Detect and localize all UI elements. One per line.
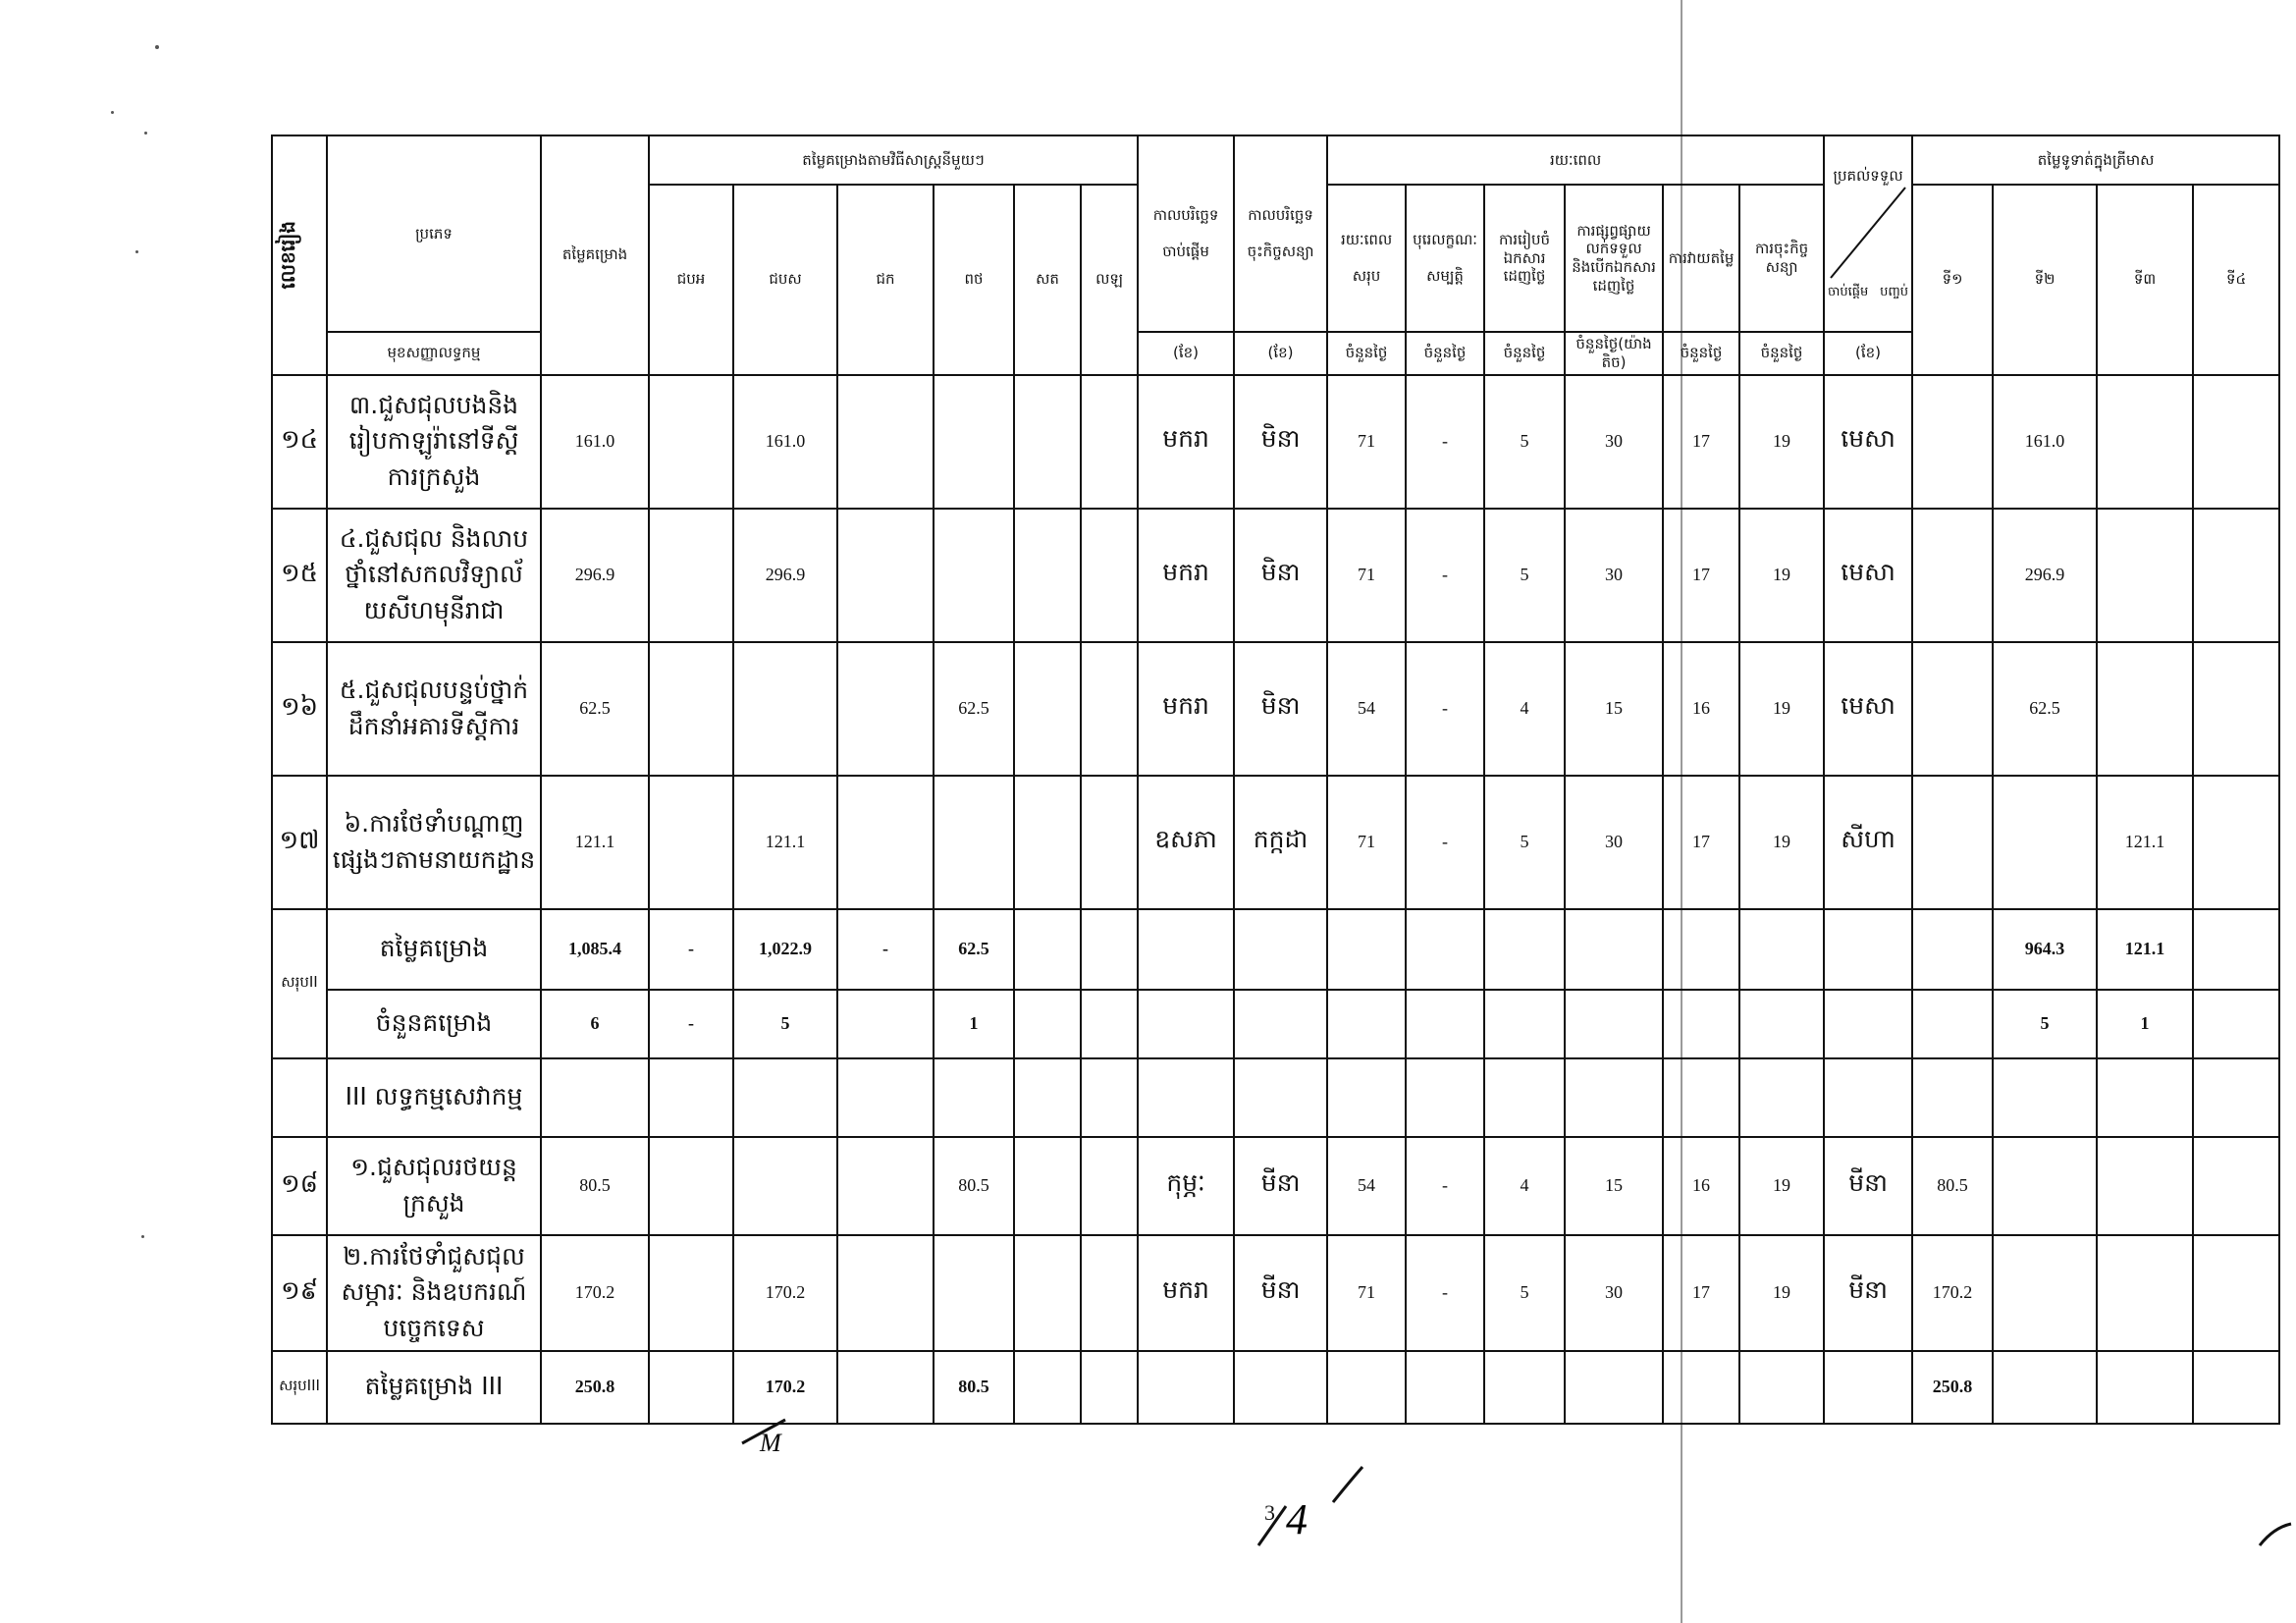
row-quarter-4 — [2193, 776, 2279, 909]
row-funding — [837, 642, 934, 776]
page-number-fraction — [1247, 1463, 1374, 1551]
row-duration-prep: 4 — [1484, 1137, 1565, 1235]
header-unit-month: (ខែ) — [1138, 332, 1234, 375]
row-quarter-3 — [2097, 642, 2193, 776]
row-duration-publish: 30 — [1565, 1235, 1663, 1351]
empty-cell — [1565, 909, 1663, 990]
header-duration-prequal: បុរេលក្ខណៈ សម្បត្តិ — [1406, 185, 1484, 332]
row-contract-month: មិនា — [1234, 509, 1327, 642]
row-funding — [733, 1137, 837, 1235]
row-delivery-month: មីនា — [1824, 1137, 1912, 1235]
row-duration-prep: 5 — [1484, 375, 1565, 509]
row-start-month: មករា — [1138, 375, 1234, 509]
subtotal-count-funding — [1014, 990, 1081, 1058]
row-funding — [649, 1235, 733, 1351]
header-unit-days: ចំនួនថ្ងៃ — [1484, 332, 1565, 375]
row-duration-prequal: - — [1406, 776, 1484, 909]
row-funding — [1014, 1235, 1081, 1351]
row-funding — [934, 1235, 1014, 1351]
subtotal-count-label: ចំនួនគម្រោង — [327, 990, 541, 1058]
row-duration-publish: 15 — [1565, 642, 1663, 776]
empty-cell — [1739, 1351, 1824, 1424]
empty-cell — [1824, 1351, 1912, 1424]
empty-cell — [1824, 909, 1912, 990]
row-funding — [837, 1235, 934, 1351]
row-funding: 161.0 — [733, 375, 837, 509]
header-unit-days: ចំនួនថ្ងៃ — [1327, 332, 1406, 375]
subtotal-cost-label: តម្លៃគម្រោង — [327, 909, 541, 990]
empty-cell — [1138, 1351, 1234, 1424]
row-funding — [733, 642, 837, 776]
header-funding-col: ជបស — [733, 185, 837, 375]
row-funding — [649, 776, 733, 909]
empty-cell — [1484, 990, 1565, 1058]
row-contract-month: កក្កដា — [1234, 776, 1327, 909]
row-quarter-2: 161.0 — [1993, 375, 2097, 509]
table-row — [272, 509, 2279, 642]
table-row — [272, 375, 2279, 509]
header-number: លេខរៀង — [272, 135, 327, 375]
subtotal-funding — [1081, 909, 1138, 990]
row-quarter-1: 80.5 — [1912, 1137, 1993, 1235]
row-title: ៤.ជួសជុល និងលាប ថ្នាំនៅសកលវិទ្យាល័ យសីហមុនីរាជា — [327, 509, 541, 642]
header-unit-month: (ខែ) — [1824, 332, 1912, 375]
subtotal-quarter — [2193, 909, 2279, 990]
row-cost: 62.5 — [541, 642, 649, 776]
row-funding: 296.9 — [733, 509, 837, 642]
header-funding-group: តម្លៃគម្រោងតាមវិធីសាស្រ្តនីមួយៗ — [649, 135, 1138, 185]
subtotal-funding: - — [837, 909, 934, 990]
section-iii-label: III លទ្ធកម្មសេវាកម្ម — [327, 1058, 541, 1137]
subtotal-count-quarter — [1912, 990, 1993, 1058]
scan-speck — [144, 132, 147, 135]
subtotal-quarter — [2193, 1351, 2279, 1424]
header-duration-group: រយៈពេល — [1327, 135, 1824, 185]
header-quarter-2: ទី២ — [1993, 185, 2097, 375]
row-title: ២.ការថែទាំជួសជុល សម្ភារៈ និងឧបករណ៍ បច្ចេកទេស — [327, 1235, 541, 1351]
row-duration-sign: 19 — [1739, 1137, 1824, 1235]
row-number: ១៦ — [272, 642, 327, 776]
row-duration-eval: 16 — [1663, 1137, 1739, 1235]
row-cost: 80.5 — [541, 1137, 649, 1235]
row-cost: 121.1 — [541, 776, 649, 909]
row-funding — [649, 1137, 733, 1235]
row-delivery-month: មេសា — [1824, 509, 1912, 642]
header-funding-col: ពថ — [934, 185, 1014, 375]
row-quarter-2 — [1993, 776, 2097, 909]
row-duration-eval: 16 — [1663, 642, 1739, 776]
row-duration-eval: 17 — [1663, 1235, 1739, 1351]
row-quarter-3: 121.1 — [2097, 776, 2193, 909]
row-cost: 170.2 — [541, 1235, 649, 1351]
subtotal-count-quarter — [2193, 990, 2279, 1058]
row-duration-eval: 17 — [1663, 375, 1739, 509]
empty-cell — [1406, 1351, 1484, 1424]
row-quarter-3 — [2097, 1137, 2193, 1235]
row-duration-publish: 30 — [1565, 375, 1663, 509]
empty-cell — [1138, 990, 1234, 1058]
row-number: ១៥ — [272, 509, 327, 642]
row-duration-sign: 19 — [1739, 375, 1824, 509]
header-unit-month: (ខែ) — [1234, 332, 1327, 375]
row-funding — [1081, 1235, 1138, 1351]
row-funding — [649, 642, 733, 776]
row-quarter-1 — [1912, 642, 1993, 776]
row-title: ៥.ជួសជុលបន្ទប់ថ្នាក់ ដឹកនាំអគារទីស្តីការ — [327, 642, 541, 776]
row-quarter-1 — [1912, 375, 1993, 509]
subtotal-count-quarter: 5 — [1993, 990, 2097, 1058]
empty-cell — [1739, 990, 1824, 1058]
subtotal-quarter: 121.1 — [2097, 909, 2193, 990]
header-duration-eval: ការវាយតម្លៃ — [1663, 185, 1739, 332]
edge-pen-stroke — [2258, 1520, 2293, 1549]
row-quarter-3 — [2097, 509, 2193, 642]
row-funding — [1081, 776, 1138, 909]
empty-cell — [1565, 1058, 1663, 1137]
header-type: ប្រភេទ — [327, 135, 541, 332]
row-quarter-1 — [1912, 776, 1993, 909]
subtotal-side-label: សរុបII — [272, 909, 327, 1058]
row-funding — [837, 1137, 934, 1235]
subtotal-quarter — [1912, 909, 1993, 990]
header-funding-col: លឡ — [1081, 185, 1138, 375]
row-quarter-4 — [2193, 509, 2279, 642]
header-funding-col: ជក — [837, 185, 934, 375]
subtotal-quarter: 964.3 — [1993, 909, 2097, 990]
row-quarter-3 — [2097, 375, 2193, 509]
page-number-current: 3 — [1264, 1500, 1275, 1525]
row-funding: 170.2 — [733, 1235, 837, 1351]
subtotal-cost: 1,085.4 — [541, 909, 649, 990]
empty-cell — [1663, 1351, 1739, 1424]
delivery-diagonal-divider — [1829, 186, 1907, 280]
empty-cell — [1327, 990, 1406, 1058]
page-number-total: 4 — [1286, 1495, 1308, 1543]
row-funding — [934, 509, 1014, 642]
row-funding — [1081, 1137, 1138, 1235]
row-start-month: មករា — [1138, 1235, 1234, 1351]
row-delivery-month: មេសា — [1824, 642, 1912, 776]
scan-speck — [111, 111, 114, 114]
row-quarter-4 — [2193, 375, 2279, 509]
empty-cell — [1739, 1058, 1824, 1137]
row-duration-publish: 15 — [1565, 1137, 1663, 1235]
row-funding: 62.5 — [934, 642, 1014, 776]
table-row — [272, 1235, 2279, 1351]
row-title: ៣.ជួសជុលបងនិង រៀបកាឡូរ៉ានៅទីស្តី ការក្រសួង — [327, 375, 541, 509]
row-number: ១៧ — [272, 776, 327, 909]
header-funding-col: ជបអ — [649, 185, 733, 375]
row-funding — [934, 375, 1014, 509]
row-start-month: កុម្ភៈ — [1138, 1137, 1234, 1235]
row-funding — [1014, 642, 1081, 776]
row-start-month: មករា — [1138, 509, 1234, 642]
subtotal-funding: - — [649, 909, 733, 990]
scan-speck — [155, 45, 159, 49]
row-contract-month: មិនា — [1234, 642, 1327, 776]
row-contract-month: មីនា — [1234, 1137, 1327, 1235]
empty-cell — [1327, 1351, 1406, 1424]
subtotal-row — [272, 1351, 2279, 1424]
row-contract-month: មិនា — [1234, 375, 1327, 509]
scan-speck — [135, 250, 138, 253]
header-duration-sign: ការចុះកិច្ច សន្យា — [1739, 185, 1824, 332]
empty-cell — [2097, 1058, 2193, 1137]
empty-cell — [1327, 909, 1406, 990]
row-funding — [1081, 375, 1138, 509]
subtotal-funding: 1,022.9 — [733, 909, 837, 990]
row-funding: 80.5 — [934, 1137, 1014, 1235]
row-duration-total: 54 — [1327, 1137, 1406, 1235]
row-title: ៦.ការថែទាំបណ្តាញ ផ្សេងៗតាមនាយកដ្ឋាន — [327, 776, 541, 909]
section-heading-row — [272, 1058, 2279, 1137]
row-start-month: ឧសភា — [1138, 776, 1234, 909]
row-duration-prep: 5 — [1484, 1235, 1565, 1351]
empty-cell — [1824, 1058, 1912, 1137]
empty-cell — [1234, 1351, 1327, 1424]
subtotal-cost-label: តម្លៃគម្រោង III — [327, 1351, 541, 1424]
row-funding — [837, 375, 934, 509]
row-title: ១.ជួសជុលរថយន្ត ក្រសួង — [327, 1137, 541, 1235]
row-quarter-2: 62.5 — [1993, 642, 2097, 776]
row-delivery-month: មេសា — [1824, 375, 1912, 509]
empty-cell — [1406, 990, 1484, 1058]
row-quarter-4 — [2193, 642, 2279, 776]
row-duration-total: 71 — [1327, 776, 1406, 909]
empty-cell — [733, 1058, 837, 1137]
subtotal-count-quarter: 1 — [2097, 990, 2193, 1058]
empty-cell — [1406, 909, 1484, 990]
row-funding — [1014, 375, 1081, 509]
empty-cell — [1484, 1351, 1565, 1424]
header-duration-prep: ការរៀបចំ ឯកសារ ដេញថ្លៃ — [1484, 185, 1565, 332]
row-duration-prequal: - — [1406, 1235, 1484, 1351]
handwritten-initial-mark — [738, 1414, 797, 1453]
empty-cell — [272, 1058, 327, 1137]
row-duration-prep: 5 — [1484, 509, 1565, 642]
subtotal-funding: 62.5 — [934, 909, 1014, 990]
row-duration-sign: 19 — [1739, 642, 1824, 776]
empty-cell — [934, 1058, 1014, 1137]
header-quarters-group: តម្លៃទូទាត់ក្នុងត្រីមាស — [1912, 135, 2279, 185]
subtotal-count-funding — [1081, 990, 1138, 1058]
row-quarter-2 — [1993, 1137, 2097, 1235]
row-duration-total: 71 — [1327, 375, 1406, 509]
row-funding — [1014, 509, 1081, 642]
empty-cell — [837, 1058, 934, 1137]
empty-cell — [1993, 1058, 2097, 1137]
row-cost: 161.0 — [541, 375, 649, 509]
subtotal-side-label: សរុបIII — [272, 1351, 327, 1424]
subtotal-row — [272, 909, 2279, 990]
row-duration-sign: 19 — [1739, 776, 1824, 909]
row-funding: 121.1 — [733, 776, 837, 909]
subtotal-funding — [1081, 1351, 1138, 1424]
row-funding — [837, 776, 934, 909]
row-start-month: មករា — [1138, 642, 1234, 776]
row-duration-prep: 4 — [1484, 642, 1565, 776]
empty-cell — [1406, 1058, 1484, 1137]
row-duration-eval: 17 — [1663, 776, 1739, 909]
subtotal-count-funding — [837, 990, 934, 1058]
row-quarter-3 — [2097, 1235, 2193, 1351]
procurement-plan-table — [271, 135, 2280, 1425]
empty-cell — [1663, 990, 1739, 1058]
row-duration-prequal: - — [1406, 642, 1484, 776]
scan-speck — [141, 1235, 144, 1238]
row-duration-publish: 30 — [1565, 776, 1663, 909]
header-unit-days: ចំនួនថ្ងៃ — [1406, 332, 1484, 375]
row-delivery-month: មីនា — [1824, 1235, 1912, 1351]
table-row — [272, 1137, 2279, 1235]
header-title: មុខសញ្ញាលទ្ធកម្ម — [327, 332, 541, 375]
empty-cell — [1138, 909, 1234, 990]
subtotal-count-row — [272, 990, 2279, 1058]
handwritten-initial-text: M — [760, 1429, 781, 1453]
subtotal-count: 6 — [541, 990, 649, 1058]
row-funding — [837, 509, 934, 642]
subtotal-funding — [837, 1351, 934, 1424]
row-duration-prequal: - — [1406, 375, 1484, 509]
empty-cell — [1824, 990, 1912, 1058]
empty-cell — [1234, 1058, 1327, 1137]
empty-cell — [1912, 1058, 1993, 1137]
row-funding — [1081, 642, 1138, 776]
header-start-date: កាលបរិច្ឆេទ ចាប់ផ្តើម — [1138, 135, 1234, 332]
row-quarter-4 — [2193, 1235, 2279, 1351]
row-funding — [1014, 776, 1081, 909]
row-duration-total: 54 — [1327, 642, 1406, 776]
table-row — [272, 642, 2279, 776]
row-funding — [934, 776, 1014, 909]
header-quarter-1: ទី១ — [1912, 185, 1993, 375]
subtotal-cost: 250.8 — [541, 1351, 649, 1424]
row-duration-total: 71 — [1327, 509, 1406, 642]
header-unit-days: ចំនួនថ្ងៃ — [1663, 332, 1739, 375]
row-funding — [649, 375, 733, 509]
row-number: ១៤ — [272, 375, 327, 509]
row-duration-prequal: - — [1406, 1137, 1484, 1235]
subtotal-funding: 170.2 — [733, 1351, 837, 1424]
empty-cell — [1138, 1058, 1234, 1137]
header-duration-total: រយៈពេល សរុប — [1327, 185, 1406, 332]
row-quarter-2: 296.9 — [1993, 509, 2097, 642]
subtotal-count-funding: 1 — [934, 990, 1014, 1058]
empty-cell — [1663, 909, 1739, 990]
subtotal-count-funding: - — [649, 990, 733, 1058]
row-duration-total: 71 — [1327, 1235, 1406, 1351]
empty-cell — [1739, 909, 1824, 990]
header-quarter-3: ទី៣ — [2097, 185, 2193, 375]
subtotal-quarter: 250.8 — [1912, 1351, 1993, 1424]
row-quarter-1: 170.2 — [1912, 1235, 1993, 1351]
header-funding-col: សត — [1014, 185, 1081, 375]
row-duration-prep: 5 — [1484, 776, 1565, 909]
row-number: ១៩ — [272, 1235, 327, 1351]
subtotal-count-funding: 5 — [733, 990, 837, 1058]
header-unit-days: ចំនួនថ្ងៃ(យ៉ាងតិច) — [1565, 332, 1663, 375]
subtotal-funding: 80.5 — [934, 1351, 1014, 1424]
row-duration-sign: 19 — [1739, 509, 1824, 642]
row-duration-publish: 30 — [1565, 509, 1663, 642]
row-delivery-month: សីហា — [1824, 776, 1912, 909]
empty-cell — [541, 1058, 649, 1137]
empty-cell — [1565, 1351, 1663, 1424]
subtotal-funding — [1014, 1351, 1081, 1424]
row-funding — [1014, 1137, 1081, 1235]
header-duration-publish: ការផ្សព្វផ្សាយ លក់ទទួល និងបើកឯកសារ ដេញថ្លៃ — [1565, 185, 1663, 332]
header-contract-date: កាលបរិច្ឆេទ ចុះកិច្ចសន្យា — [1234, 135, 1327, 332]
header-delivery: ប្រគល់ទទួល ចាប់ផ្តើម បញ្ចប់ — [1824, 135, 1912, 332]
row-quarter-2 — [1993, 1235, 2097, 1351]
row-quarter-4 — [2193, 1137, 2279, 1235]
row-duration-eval: 17 — [1663, 509, 1739, 642]
empty-cell — [1327, 1058, 1406, 1137]
row-funding — [1081, 509, 1138, 642]
row-quarter-1 — [1912, 509, 1993, 642]
empty-cell — [1484, 1058, 1565, 1137]
header-unit-days: ចំនួនថ្ងៃ — [1739, 332, 1824, 375]
empty-cell — [1234, 909, 1327, 990]
subtotal-quarter — [1993, 1351, 2097, 1424]
empty-cell — [1484, 909, 1565, 990]
empty-cell — [1081, 1058, 1138, 1137]
empty-cell — [1663, 1058, 1739, 1137]
empty-cell — [1565, 990, 1663, 1058]
row-duration-sign: 19 — [1739, 1235, 1824, 1351]
empty-cell — [649, 1058, 733, 1137]
table-row — [272, 776, 2279, 909]
row-cost: 296.9 — [541, 509, 649, 642]
row-contract-month: មីនា — [1234, 1235, 1327, 1351]
row-funding — [649, 509, 733, 642]
empty-cell — [2193, 1058, 2279, 1137]
subtotal-funding — [649, 1351, 733, 1424]
header-cost: តម្លៃគម្រោង — [541, 135, 649, 375]
subtotal-funding — [1014, 909, 1081, 990]
empty-cell — [1234, 990, 1327, 1058]
row-number: ១៨ — [272, 1137, 327, 1235]
empty-cell — [1014, 1058, 1081, 1137]
subtotal-quarter — [2097, 1351, 2193, 1424]
row-duration-prequal: - — [1406, 509, 1484, 642]
header-quarter-4: ទី៤ — [2193, 185, 2279, 375]
